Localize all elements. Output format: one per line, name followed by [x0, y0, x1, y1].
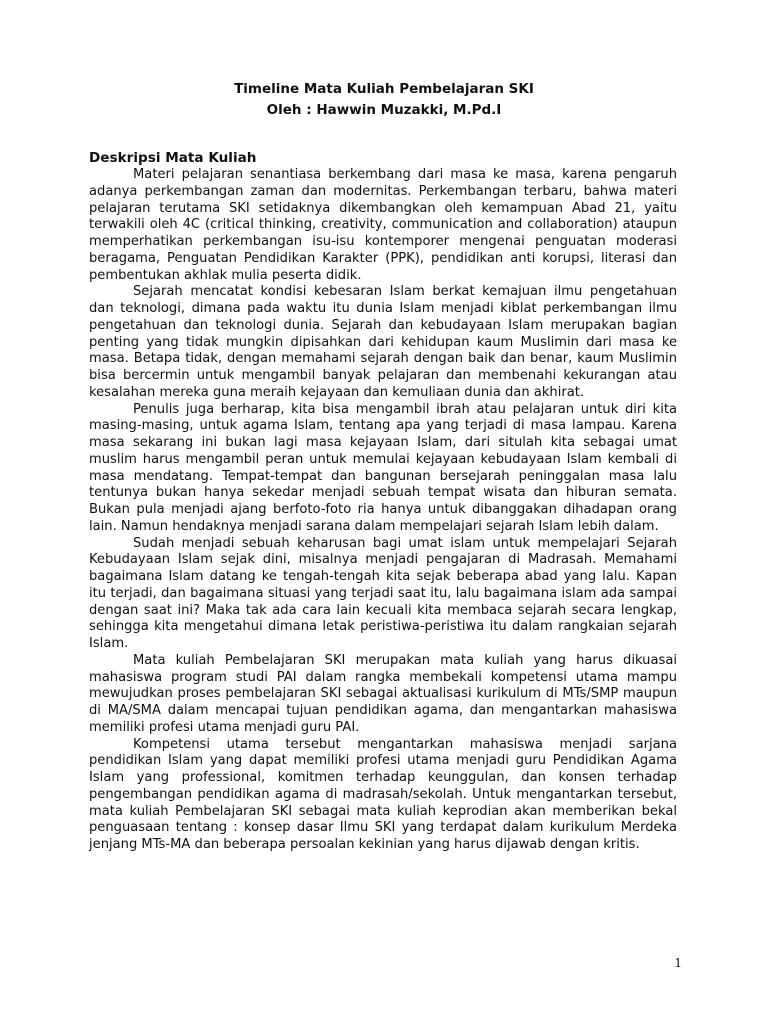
document-title: Timeline Mata Kuliah Pembelajaran SKI	[234, 81, 534, 97]
paragraph-4: Sudah menjadi sebuah keharusan bagi umat islam untuk mempelajari Sejarah Kebudayaan Islam sejak dini, misalnya menjadi pengajaran di Madrasah. Memahami bagaimana Islam datang ke tengah-tengah kita sejak beberapa abad yang lalu. Kapan itu terjadi, dan bagaimana situasi yang terjadi saat itu, lalu bagaimana islam ada sampai dengan saat ini? Maka tak ada cara lain kecuali kita membaca sejarah secara lengkap, sehingga kita mengetahui dimana letak peristiwa-peristiwa itu dalam rangkaian sejarah Islam.	[89, 535, 677, 651]
paragraph-3: Penulis juga berharap, kita bisa mengambil ibrah atau pelajaran untuk diri kita masing-masing, untuk agama Islam, tentang apa yang terjadi di masa lampau. Karena masa sekarang ini bukan lagi masa kejayaan Islam, dari situlah kita sebagai umat muslim harus mengambil peran untuk memulai kejayaan kebudayaan Islam kembali di masa mendatang. Tempat-tempat dan bangunan bersejarah peninggalan masa lalu tentunya bukan hanya sekedar menjadi sebuah tempat wisata dan hiburan semata. Bukan pula menjadi ajang berfoto-foto ria hanya untuk dibanggakan dihadapan orang lain. Namun hendaknya menjadi sarana dalam mempelajari sejarah Islam lebih dalam.	[89, 401, 677, 534]
document-header	[0, 79, 768, 121]
paragraph-1: Materi pelajaran senantiasa berkembang dari masa ke masa, karena pengaruh adanya perkembangan zaman dan modernitas. Perkembangan terbaru, bahwa materi pelajaran terutama SKI setidaknya dikembangkan oleh kemampuan Abad 21, yaitu terwakili oleh 4C (critical thinking, creativity, communication and collaboration) ataupun memperhatikan perkembangan isu-isu kontemporer mengenai penguatan moderasi beragama, Penguatan Pendidikan Karakter (PPK), pendidikan anti korupsi, literasi dan pembentukan akhlak mulia peserta didik.	[89, 167, 677, 283]
paragraph-2: Sejarah mencatat kondisi kebesaran Islam berkat kemajuan ilmu pengetahuan dan teknologi, dimana pada waktu itu dunia Islam menjadi kiblat perkembangan ilmu pengetahuan dan teknologi dunia. Sejarah dan kebudayaan Islam merupakan bagian penting yang tidak mungkin dipisahkan dari kehidupan kaum Muslimin dari masa ke masa. Betapa tidak, dengan memahami sejarah dengan baik dan benar, kaum Muslimin bisa bercermin untuk mengambil banyak pelajaran dan membenahi kekurangan atau kesalahan mereka guna meraih kejayaan dan kemuliaan dunia dan akhirat.	[89, 284, 677, 400]
paragraph-6: Kompetensi utama tersebut mengantarkan mahasiswa menjadi sarjana pendidikan Islam yang dapat memiliki profesi utama menjadi guru Pendidikan Agama Islam yang professional, komitmen terhadap keunggulan, dan konsen terhadap pengembangan pendidikan agama di madrasah/sekolah. Untuk mengantarkan tersebut, mata kuliah Pembelajaran SKI sebagai mata kuliah keprodian akan memberikan bekal penguasaan tentang : konsep dasar Ilmu SKI yang terdapat dalam kurikulum Merdeka jenjang MTs-MA dan beberapa persoalan kekinian yang harus dijawab dengan kritis.	[89, 736, 677, 852]
page-number: 1	[674, 956, 682, 970]
author-line: Oleh : Hawwin Muzakki, M.Pd.I	[266, 102, 502, 118]
paragraph-5: Mata kuliah Pembelajaran SKI merupakan mata kuliah yang harus dikuasai mahasiswa program studi PAI dalam rangka membekali kompetensi utama mampu mewujudkan proses pembelajaran SKI sebagai aktualisasi kurikulum di MTs/SMP maupun di MA/SMA dalam mencapai tujuan pendidikan agama, dan mengantarkan mahasiswa memiliki profesi utama menjadi guru PAI.	[89, 652, 677, 735]
document-body	[89, 150, 677, 854]
section-heading: Deskripsi Mata Kuliah	[89, 150, 257, 166]
